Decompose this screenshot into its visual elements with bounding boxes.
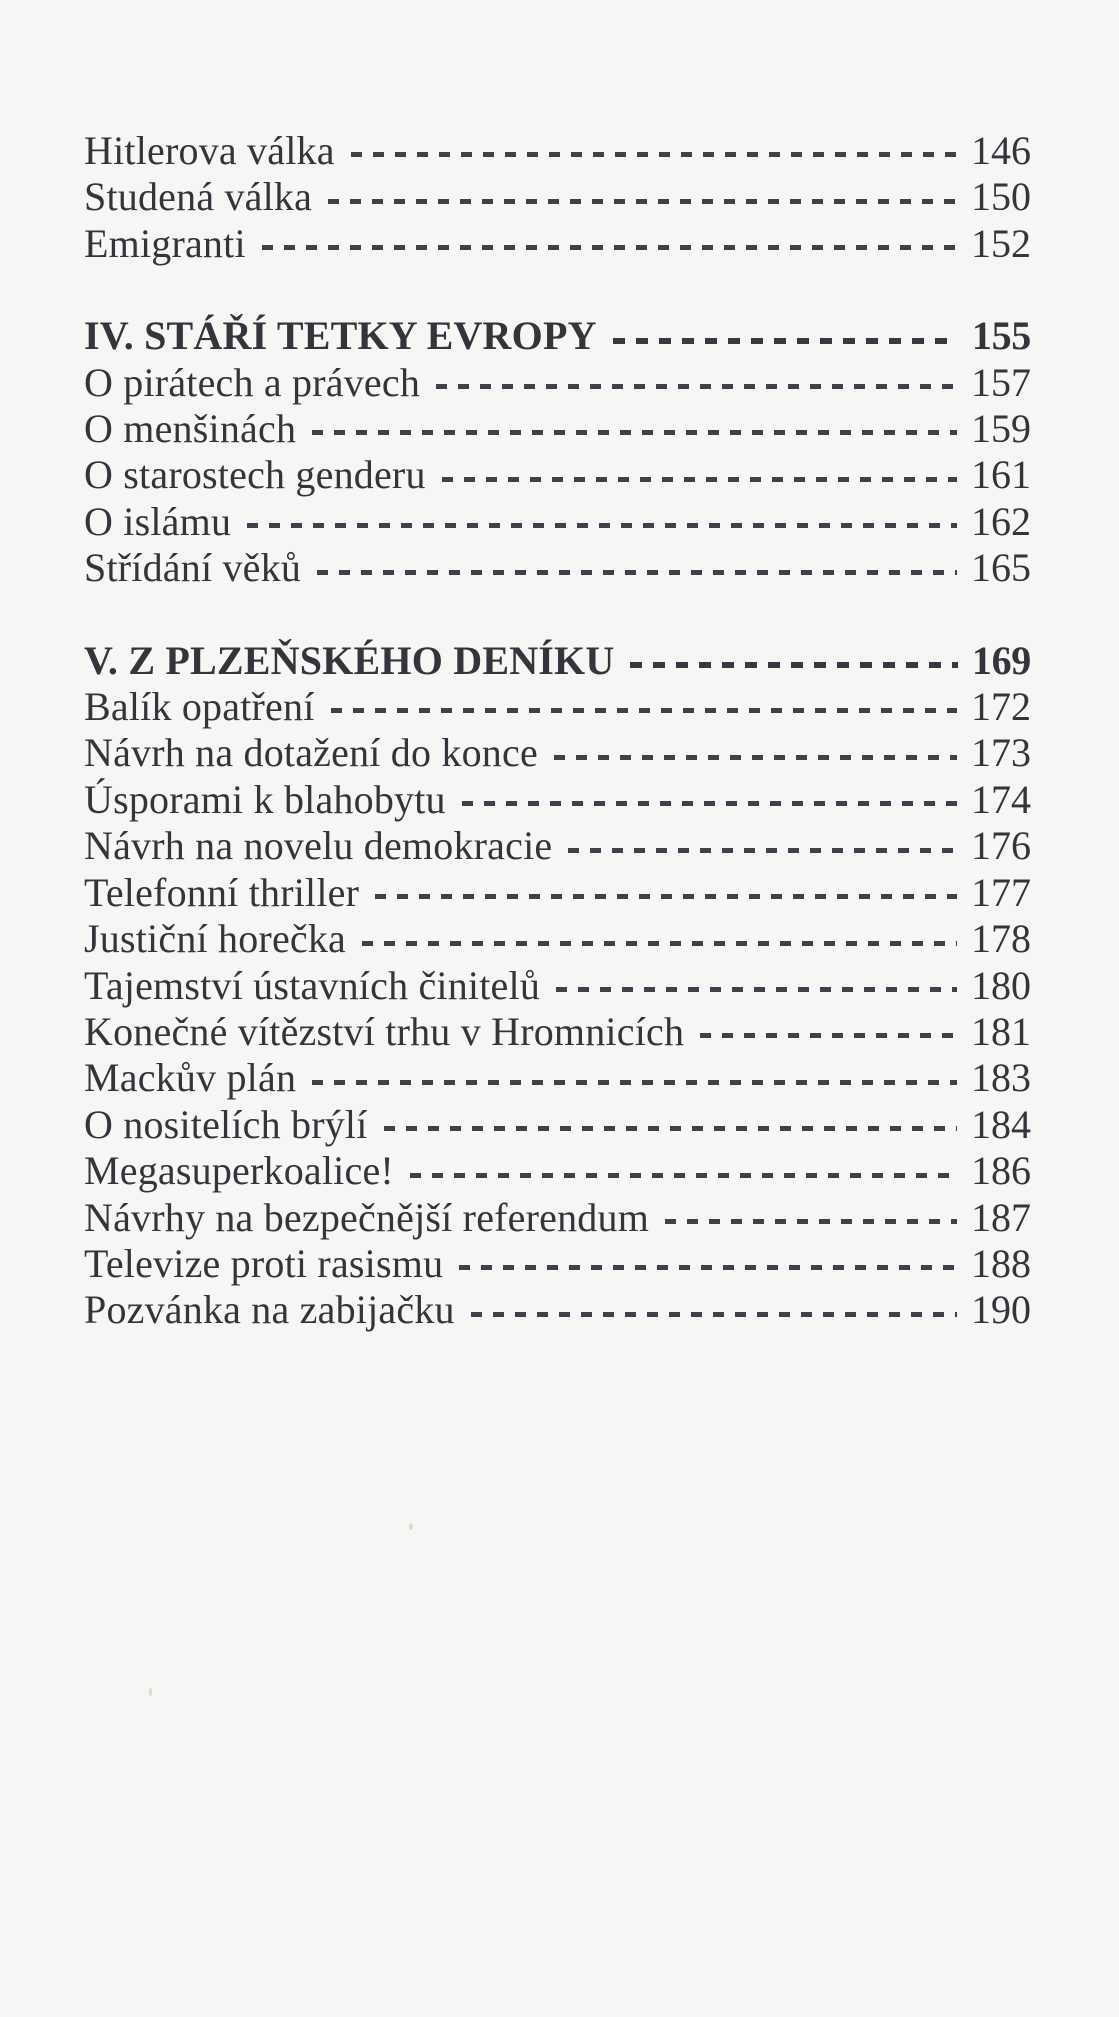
toc-section-heading-row	[84, 638, 1031, 684]
toc-page-number: 178	[971, 916, 1031, 962]
toc-entry-title: Konečné vítězství trhu v Hromnicích	[84, 1008, 685, 1054]
toc-entry-row	[84, 499, 1031, 545]
toc-entry-title: Televize proti rasismu	[84, 1240, 444, 1286]
toc-entry-row	[84, 406, 1031, 452]
toc-entry-title: Balík opatření	[84, 684, 315, 730]
toc-entry-title: O islámu	[84, 498, 232, 544]
toc-entry-title: Střídání věků	[84, 545, 302, 591]
toc-entry-title: Justiční horečka	[84, 916, 347, 962]
toc-entry-title: Studená válka	[84, 174, 313, 220]
dash-leader	[471, 1312, 957, 1317]
toc-entry-title: Megasuperkoalice!	[84, 1148, 394, 1194]
toc-entry-title: O starostech genderu	[84, 452, 426, 498]
toc-entry-row	[84, 360, 1031, 406]
toc-entry-title: Pozvánka na zabijačku	[84, 1287, 455, 1333]
toc-entry-title: Tajemství ústavních činitelů	[84, 962, 541, 1008]
toc-page-number: 169	[971, 637, 1031, 683]
dash-leader	[328, 199, 957, 204]
toc-entry-title: O menšinách	[84, 406, 297, 452]
toc-entry-row	[84, 1055, 1031, 1101]
toc-entry-title: Hitlerova válka	[84, 128, 335, 173]
dash-leader	[384, 1126, 957, 1131]
toc-entry-title: Emigranti	[84, 220, 246, 266]
toc-page-number: 190	[971, 1287, 1031, 1333]
dash-leader	[630, 662, 957, 668]
scan-speck	[409, 1523, 413, 1530]
toc-page-number: 162	[971, 498, 1031, 544]
toc-page-number: 184	[971, 1101, 1031, 1147]
toc-entry-row	[84, 452, 1031, 498]
dash-leader	[247, 523, 957, 528]
toc-entry-row	[84, 916, 1031, 962]
toc-page-number: 152	[971, 220, 1031, 266]
toc-page-number: 155	[971, 313, 1031, 359]
toc-entry-title: Úsporami k blahobytu	[84, 776, 446, 822]
toc-page-number: 174	[971, 776, 1031, 822]
toc-entry-title: O pirátech a právech	[84, 359, 421, 405]
toc-page-number: 173	[971, 730, 1031, 776]
dash-leader	[312, 430, 957, 435]
toc-entry-row	[84, 1287, 1031, 1333]
toc-page-number: 157	[971, 359, 1031, 405]
toc-entry-row	[84, 1241, 1031, 1287]
scan-speck	[149, 1688, 152, 1696]
toc-entry-row	[84, 174, 1031, 220]
toc-page-number: 181	[971, 1008, 1031, 1054]
toc-page-number: 186	[971, 1148, 1031, 1194]
toc-page-number: 177	[971, 869, 1031, 915]
toc-entry-title: Návrhy na bezpečnější referendum	[84, 1194, 650, 1240]
dash-leader	[262, 245, 957, 250]
dash-leader	[351, 152, 957, 157]
toc-entry-row	[84, 1148, 1031, 1194]
dash-leader	[459, 1265, 957, 1270]
toc-page-number: 172	[971, 684, 1031, 730]
toc-page-number: 183	[971, 1055, 1031, 1101]
toc-page-number: 187	[971, 1194, 1031, 1240]
toc-entry-title: Mackův plán	[84, 1055, 297, 1101]
toc-entry-row	[84, 1195, 1031, 1241]
toc-page-number: 180	[971, 962, 1031, 1008]
toc-page-number: 159	[971, 406, 1031, 452]
dash-leader	[312, 1080, 957, 1085]
dash-leader	[462, 801, 957, 806]
toc-page-number: 188	[971, 1240, 1031, 1286]
toc-list	[84, 128, 1031, 1334]
toc-entry-row	[84, 684, 1031, 730]
dash-leader	[362, 941, 957, 946]
toc-page-number: 150	[971, 174, 1031, 220]
dash-leader	[700, 1033, 957, 1038]
toc-entry-row	[84, 777, 1031, 823]
toc-entry-row	[84, 1009, 1031, 1055]
dash-leader	[556, 987, 957, 992]
toc-entry-title: Telefonní thriller	[84, 869, 360, 915]
toc-entry-row	[84, 823, 1031, 869]
toc-entry-title: O nositelích brýlí	[84, 1101, 368, 1147]
toc-page-number: 176	[971, 823, 1031, 869]
dash-leader	[410, 1173, 957, 1178]
dash-leader	[554, 755, 957, 760]
toc-entry-row	[84, 870, 1031, 916]
dash-leader	[613, 338, 958, 344]
toc-entry-title: Návrh na novelu demokracie	[84, 823, 553, 869]
toc-section-title: IV. STÁŘÍ TETKY EVROPY	[84, 313, 597, 359]
dash-leader	[331, 708, 957, 713]
toc-entry-row	[84, 545, 1031, 591]
toc-section-heading-row	[84, 313, 1031, 359]
dash-leader	[568, 848, 957, 853]
toc-page-number: 161	[971, 452, 1031, 498]
toc-entry-row	[84, 963, 1031, 1009]
toc-entry-row	[84, 221, 1031, 267]
toc-entry-row	[84, 730, 1031, 776]
toc-page-number: 165	[971, 545, 1031, 591]
dash-leader	[436, 384, 957, 389]
toc-page-number: 146	[971, 128, 1031, 173]
dash-leader	[375, 894, 957, 899]
toc-entry-row	[84, 1102, 1031, 1148]
toc-section-title: V. Z PLZEŇSKÉHO DENÍKU	[84, 637, 615, 683]
dash-leader	[665, 1219, 957, 1224]
toc-entry-row	[84, 128, 1031, 174]
dash-leader	[442, 477, 957, 482]
toc-entry-title: Návrh na dotažení do konce	[84, 730, 538, 776]
dash-leader	[317, 570, 957, 575]
